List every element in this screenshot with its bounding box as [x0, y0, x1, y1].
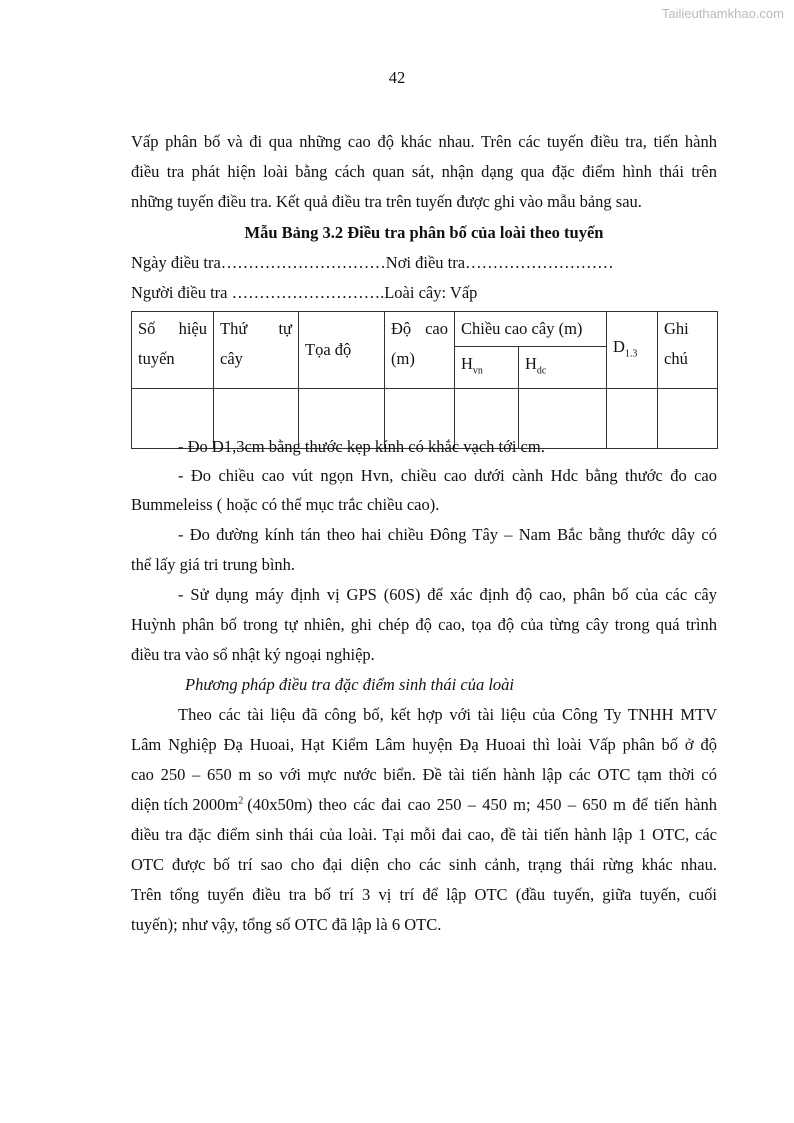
text-line: Bummeleiss ( hoặc có thể mục trắc chiều cao).: [131, 495, 440, 514]
header-d13: $D_{1.3}$: [607, 312, 658, 389]
header-do-cao: Độ cao (m): [385, 312, 455, 389]
form-line: Người điều tra ……………………….Loài cây: Vấp: [131, 283, 478, 302]
header-chieu-cao: Chiều cao cây (m): [455, 312, 607, 347]
text-line: điều tra vào sổ nhật ký ngoại nghiệp.: [131, 645, 375, 664]
paragraph-line: Vấp phân bố và đi qua những cao độ khác nhau. Trên các tuyến điều tra, tiến hành: [131, 132, 717, 151]
paragraph-line: điều tra phát hiện loài bằng cách quan sát, nhận dạng qua đặc điểm hình thái trên: [131, 162, 717, 181]
text-line: thể lấy giá tri trung bình.: [131, 555, 296, 574]
text-line: tuyến); như vậy, tổng số OTC đã lập là 6 OTC.: [131, 915, 442, 934]
paragraph-line: những tuyến điều tra. Kết quả điều tra trên tuyến được ghi vào mẫu bảng sau.: [131, 192, 642, 211]
header-thu-tu-cay: Thứ tự cây: [214, 312, 299, 389]
bullet-line: - Đo chiều cao vút ngọn Hvn, chiều cao dưới cành Hdc bằng thước đo cao: [178, 466, 717, 485]
section-heading: Phương pháp điều tra đặc điểm sinh thái của loài: [185, 675, 514, 694]
text-line: OTC được bố trí sao cho đại diện cho các sinh cảnh, trạng thái rừng khác nhau.: [131, 855, 717, 874]
text-line: cao 250 – 650 m so với mực nước biển. Đề tài tiến hành lập các OTC tạm thời có: [131, 765, 717, 784]
header-so-hieu-tuyen: Số hiệu tuyến: [132, 312, 214, 389]
bullet-line: - Đo D1,3cm bằng thước kẹp kính có khắc vạch tới cm.: [178, 437, 545, 456]
watermark: Tailieuthamkhao.com: [661, 6, 784, 21]
survey-table: [131, 311, 718, 449]
bullet-line: - Sử dụng máy định vị GPS (60S) để xác định độ cao, phân bố của các cây: [178, 585, 717, 604]
bullet-line: - Đo đường kính tán theo hai chiều Đông Tây – Nam Bắc bằng thước dây có: [178, 525, 717, 544]
header-hdc: $H_{dc}$: [519, 347, 607, 389]
text-line: Trên tổng tuyến điều tra bố trí 3 vị trí để lập OTC (đầu tuyến, giữa tuyến, cuối: [131, 885, 717, 904]
page-number: 42: [388, 68, 406, 87]
form-line: Ngày điều tra…………………………Nơi điều tra………………………: [131, 253, 614, 272]
text-line: Lâm Nghiệp Đạ Huoai, Hạt Kiểm Lâm huyện Đạ Huoai thì loài Vấp phân bố ở độ: [131, 735, 717, 754]
text-line: diện tích $2000m^2$ (40x50m) theo các đai cao 250 – 450 m; 450 – 650 m để tiến hành: [131, 795, 717, 814]
text-line: điều tra đặc điểm sinh thái của loài. Tại mỗi đai cao, đề tài tiến hành lập 1 OTC, các: [131, 825, 717, 844]
table-title: Mẫu Bảng 3.2 Điều tra phân bố của loài theo tuyến: [244, 223, 604, 242]
header-hvn: $H_{vn}$: [455, 347, 519, 389]
text-line: Theo các tài liệu đã công bố, kết hợp với tài liệu của Công Ty TNHH MTV: [178, 705, 717, 724]
header-toa-do: Tọa độ: [299, 312, 385, 389]
header-ghi-chu: Ghi chú: [658, 312, 718, 389]
text-line: Huỳnh phân bố trong tự nhiên, ghi chép độ cao, tọa độ của từng cây trong quá trình: [131, 615, 717, 634]
